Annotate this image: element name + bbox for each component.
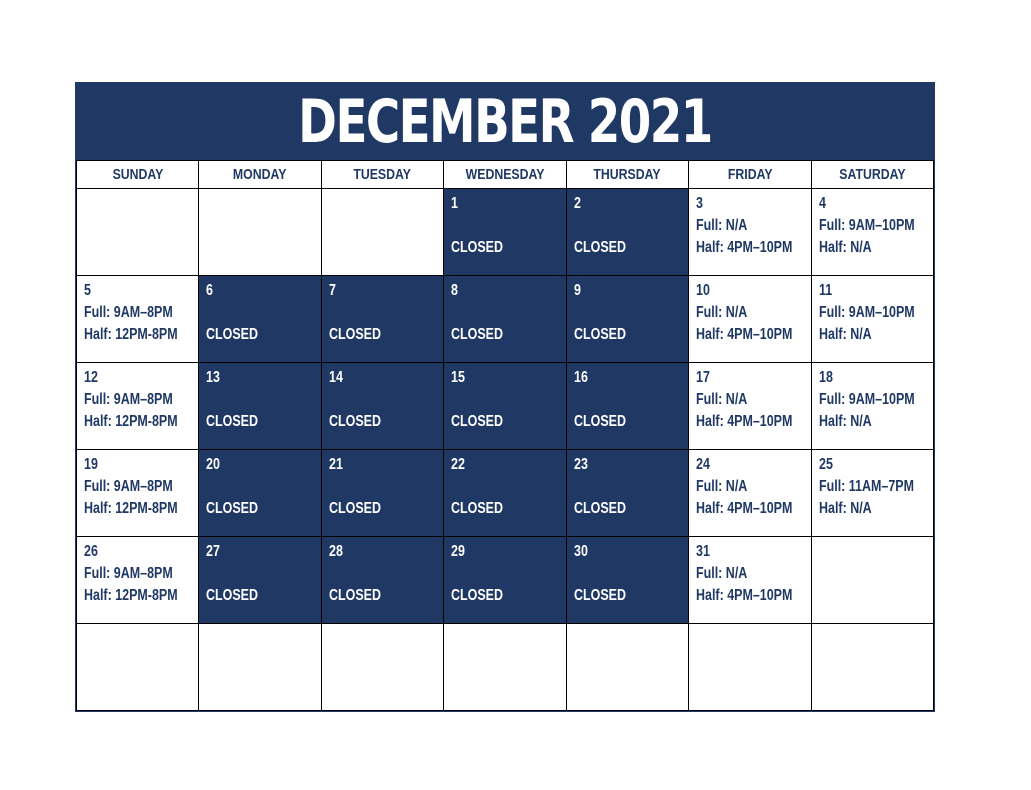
full-hours: Full: 9AM–8PM (84, 304, 173, 321)
closed-label: CLOSED (206, 326, 259, 343)
spacer (451, 563, 558, 585)
full-hours: Full: N/A (696, 304, 748, 321)
day-cell-22 (444, 450, 566, 537)
weekday-label: SATURDAY (839, 166, 906, 183)
half-hours: Half: 4PM–10PM (696, 326, 793, 343)
day-cell-16 (566, 363, 688, 450)
day-cell-23 (566, 450, 688, 537)
closed-label: CLOSED (451, 326, 504, 343)
half-hours: Half: 4PM–10PM (696, 587, 793, 604)
weekday-label: SUNDAY (112, 166, 164, 183)
half-hours: Half: 12PM-8PM (84, 413, 178, 430)
day-cell-2 (566, 189, 688, 276)
weekday-label: TUESDAY (353, 166, 412, 183)
day-number: 23 (573, 456, 588, 473)
closed-label: CLOSED (328, 413, 381, 430)
full-hours: Full: 9AM–10PM (818, 217, 915, 234)
week-row (77, 363, 934, 450)
day-cell-13 (199, 363, 321, 450)
day-number: 9 (573, 282, 581, 299)
spacer (451, 215, 558, 237)
weekday-header-row (77, 161, 934, 189)
empty-day-cell (444, 624, 566, 711)
day-cell-3 (689, 189, 811, 276)
day-number: 22 (451, 456, 466, 473)
closed-label: CLOSED (206, 500, 259, 517)
day-cell-21 (321, 450, 443, 537)
day-number: 3 (696, 195, 704, 212)
day-cell-25 (811, 450, 933, 537)
empty-day-cell (321, 189, 443, 276)
closed-label: CLOSED (451, 500, 504, 517)
day-number: 27 (206, 543, 221, 560)
calendar-grid (76, 160, 934, 711)
empty-day-cell (689, 624, 811, 711)
full-hours: Full: N/A (696, 391, 748, 408)
day-number: 11 (818, 282, 832, 299)
day-cell-4 (811, 189, 933, 276)
weekday-label: MONDAY (233, 166, 287, 183)
day-number: 5 (84, 282, 91, 299)
day-number: 14 (328, 369, 343, 386)
weekday-header-friday (689, 161, 811, 189)
day-number: 24 (696, 456, 710, 473)
spacer (574, 389, 681, 411)
weekday-header-saturday (811, 161, 933, 189)
day-cell-31 (689, 537, 811, 624)
day-number: 16 (573, 369, 588, 386)
day-number: 29 (451, 543, 466, 560)
full-hours: Full: 9AM–8PM (84, 565, 173, 582)
full-hours: Full: N/A (696, 217, 748, 234)
calendar-weeks (77, 189, 934, 711)
closed-label: CLOSED (206, 587, 259, 604)
spacer (451, 476, 558, 498)
empty-day-cell (321, 624, 443, 711)
day-number: 28 (328, 543, 343, 560)
spacer (206, 389, 313, 411)
day-cell-17 (689, 363, 811, 450)
day-number: 20 (206, 456, 221, 473)
half-hours: Half: 12PM-8PM (84, 326, 178, 343)
full-hours: Full: 9AM–8PM (84, 391, 173, 408)
day-cell-27 (199, 537, 321, 624)
full-hours: Full: 11AM–7PM (818, 478, 914, 495)
day-cell-5 (77, 276, 199, 363)
week-row (77, 450, 934, 537)
weekday-header-thursday (566, 161, 688, 189)
full-hours: Full: N/A (696, 478, 748, 495)
spacer (206, 563, 313, 585)
day-number: 13 (206, 369, 221, 386)
full-hours: Full: N/A (696, 565, 748, 582)
spacer (329, 476, 436, 498)
full-hours: Full: 9AM–8PM (84, 478, 173, 495)
day-number: 2 (573, 195, 581, 212)
day-cell-28 (321, 537, 443, 624)
day-number: 6 (206, 282, 214, 299)
spacer (329, 389, 436, 411)
closed-label: CLOSED (328, 500, 381, 517)
day-cell-11 (811, 276, 933, 363)
day-cell-10 (689, 276, 811, 363)
day-cell-19 (77, 450, 199, 537)
day-cell-29 (444, 537, 566, 624)
half-hours: Half: 4PM–10PM (696, 239, 793, 256)
weekday-label: THURSDAY (593, 166, 661, 183)
full-hours: Full: 9AM–10PM (818, 391, 915, 408)
closed-label: CLOSED (206, 413, 259, 430)
spacer (451, 302, 558, 324)
weekday-header-tuesday (321, 161, 443, 189)
empty-day-cell (199, 624, 321, 711)
empty-day-cell (811, 537, 933, 624)
day-cell-30 (566, 537, 688, 624)
half-hours: Half: N/A (818, 413, 872, 430)
calendar-title: DECEMBER 2021 (170, 83, 839, 160)
empty-day-cell (566, 624, 688, 711)
day-cell-14 (321, 363, 443, 450)
spacer (329, 563, 436, 585)
half-hours: Half: N/A (818, 500, 872, 517)
weekday-header-monday (199, 161, 321, 189)
weekday-header-sunday (77, 161, 199, 189)
empty-day-cell (199, 189, 321, 276)
closed-label: CLOSED (328, 326, 381, 343)
day-number: 7 (328, 282, 336, 299)
spacer (574, 215, 681, 237)
day-number: 1 (451, 195, 459, 212)
day-cell-12 (77, 363, 199, 450)
closed-label: CLOSED (328, 587, 381, 604)
weekday-label: FRIDAY (727, 166, 773, 183)
closed-label: CLOSED (573, 587, 626, 604)
week-row (77, 276, 934, 363)
day-cell-1 (444, 189, 566, 276)
week-row (77, 537, 934, 624)
spacer (574, 302, 681, 324)
full-hours: Full: 9AM–10PM (818, 304, 915, 321)
closed-label: CLOSED (573, 326, 626, 343)
day-number: 31 (696, 543, 710, 560)
closed-label: CLOSED (451, 239, 504, 256)
day-cell-8 (444, 276, 566, 363)
day-number: 17 (696, 369, 710, 386)
closed-label: CLOSED (451, 587, 504, 604)
half-hours: Half: 12PM-8PM (84, 500, 178, 517)
calendar (75, 82, 935, 712)
empty-day-cell (77, 624, 199, 711)
spacer (206, 302, 313, 324)
day-number: 4 (818, 195, 826, 212)
half-hours: Half: N/A (818, 326, 872, 343)
day-cell-24 (689, 450, 811, 537)
day-cell-20 (199, 450, 321, 537)
day-number: 10 (696, 282, 710, 299)
week-row (77, 624, 934, 711)
day-cell-18 (811, 363, 933, 450)
spacer (574, 563, 681, 585)
day-number: 18 (818, 369, 833, 386)
spacer (206, 476, 313, 498)
day-number: 19 (84, 456, 98, 473)
closed-label: CLOSED (573, 239, 626, 256)
closed-label: CLOSED (573, 500, 626, 517)
closed-label: CLOSED (451, 413, 504, 430)
half-hours: Half: 4PM–10PM (696, 500, 793, 517)
empty-day-cell (811, 624, 933, 711)
weekday-header-wednesday (444, 161, 566, 189)
day-number: 12 (84, 369, 98, 386)
spacer (451, 389, 558, 411)
empty-day-cell (77, 189, 199, 276)
weekday-label: WEDNESDAY (465, 166, 545, 183)
day-cell-7 (321, 276, 443, 363)
day-cell-9 (566, 276, 688, 363)
day-number: 25 (818, 456, 833, 473)
spacer (329, 302, 436, 324)
spacer (574, 476, 681, 498)
day-cell-6 (199, 276, 321, 363)
day-number: 8 (451, 282, 459, 299)
day-number: 30 (573, 543, 588, 560)
closed-label: CLOSED (573, 413, 626, 430)
half-hours: Half: N/A (818, 239, 872, 256)
title-bar (76, 83, 934, 160)
day-number: 15 (451, 369, 466, 386)
half-hours: Half: 12PM-8PM (84, 587, 178, 604)
half-hours: Half: 4PM–10PM (696, 413, 793, 430)
day-number: 26 (84, 543, 98, 560)
week-row (77, 189, 934, 276)
day-number: 21 (328, 456, 343, 473)
day-cell-15 (444, 363, 566, 450)
day-cell-26 (77, 537, 199, 624)
